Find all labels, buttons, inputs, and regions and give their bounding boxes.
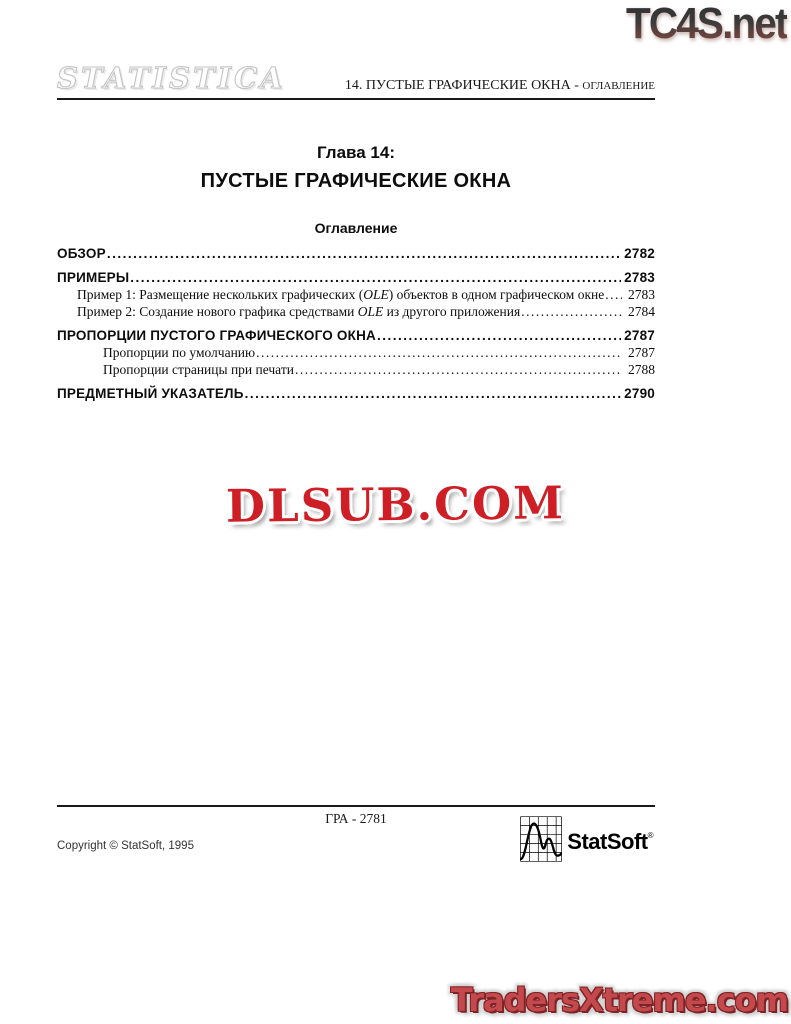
toc-dot-leader xyxy=(377,327,621,344)
toc-entry xyxy=(57,327,655,344)
header-section-label: ОГЛАВЛЕНИЕ xyxy=(582,80,655,92)
toc-entry-text: ПРЕДМЕТНЫЙ УКАЗАТЕЛЬ xyxy=(57,386,244,401)
chapter-number: Глава 14: xyxy=(316,143,396,162)
toc-entry-page-number: 2788 xyxy=(628,362,655,377)
copyright-notice: Copyright © StatSoft, 1995 xyxy=(57,840,194,852)
toc-entry-text: ) объектов в одном графическом окне xyxy=(388,287,605,302)
toc-entry xyxy=(57,245,655,262)
toc-entry-page-number: 2787 xyxy=(628,345,655,360)
toc-entry-label xyxy=(57,303,520,320)
dlsub-watermark-logo: DLSUB.COM xyxy=(225,476,566,533)
dlsub-watermark-wrap xyxy=(0,477,791,533)
toc-entry-label xyxy=(57,361,294,378)
statsoft-logo xyxy=(520,816,653,867)
toc-dot-leader xyxy=(521,303,622,320)
toc-entry-page-number: 2783 xyxy=(624,270,655,285)
toc-entry-page-number: 2790 xyxy=(624,386,655,401)
toc-entry xyxy=(57,269,655,286)
bell-curve-grid-icon xyxy=(520,816,562,867)
statsoft-wordmark xyxy=(567,829,653,855)
toc-entry-label xyxy=(57,245,106,262)
registered-trademark-icon: ® xyxy=(647,830,653,840)
toc-entry xyxy=(57,344,655,361)
toc-dot-leader xyxy=(605,286,622,303)
toc-subtitle: Оглавление xyxy=(314,220,398,236)
toc-entry-page-number: 2782 xyxy=(624,246,655,261)
header-chapter-title: 14. ПУСТЫЕ ГРАФИЧЕСКИЕ ОКНА - xyxy=(344,78,583,93)
toc-entry-text: ПРОПОРЦИИ ПУСТОГО ГРАФИЧЕСКОГО ОКНА xyxy=(57,328,376,343)
tradersxtreme-watermark-logo: TradersXtreme.com xyxy=(450,981,788,1019)
toc-entry-label xyxy=(57,327,376,344)
toc-dot-leader xyxy=(256,344,622,361)
page-footer xyxy=(57,805,655,867)
toc-entry-label xyxy=(57,269,129,286)
toc-entry-label xyxy=(57,344,255,361)
toc-entry xyxy=(57,286,655,303)
statsoft-brand-text: StatSoft xyxy=(567,828,648,854)
toc-entry-italic-text: OLE xyxy=(363,287,389,302)
toc-entry xyxy=(57,385,655,402)
folio-page-label: ГРА - 2781 xyxy=(325,811,387,826)
toc-entry-label xyxy=(57,286,604,303)
page-header xyxy=(57,62,655,100)
toc-entry-text: Пример 1: Размещение нескольких графических ( xyxy=(77,287,364,302)
toc-dot-leader xyxy=(130,269,621,286)
toc-entry-text: ОБЗОР xyxy=(57,246,106,261)
tc4s-watermark-logo: TC4S.net xyxy=(626,0,787,48)
toc-entry-text: ПРИМЕРЫ xyxy=(57,270,130,285)
table-of-contents xyxy=(57,245,655,402)
toc-entry-page-number: 2784 xyxy=(628,304,655,319)
toc-entry-page-number: 2787 xyxy=(624,328,655,343)
header-chapter-reference xyxy=(345,78,655,94)
toc-entry-text: Пример 2: Создание нового графика средствами xyxy=(77,304,358,319)
toc-entry-text: из другого приложения xyxy=(383,304,521,319)
toc-dot-leader xyxy=(245,385,622,402)
chapter-title-block xyxy=(57,143,655,236)
toc-entry xyxy=(57,303,655,320)
toc-entry-text: Пропорции по умолчанию xyxy=(103,345,256,360)
toc-entry-page-number: 2783 xyxy=(628,287,655,302)
statistica-logo: STATISTICA xyxy=(57,61,286,95)
toc-entry-label xyxy=(57,385,244,402)
toc-entry-text: Пропорции страницы при печати xyxy=(103,362,294,377)
toc-entry-italic-text: OLE xyxy=(357,304,384,319)
page-title: ПУСТЫЕ ГРАФИЧЕСКИЕ ОКНА xyxy=(200,170,512,192)
toc-dot-leader xyxy=(107,245,621,262)
toc-entry xyxy=(57,361,655,378)
toc-dot-leader xyxy=(295,361,622,378)
